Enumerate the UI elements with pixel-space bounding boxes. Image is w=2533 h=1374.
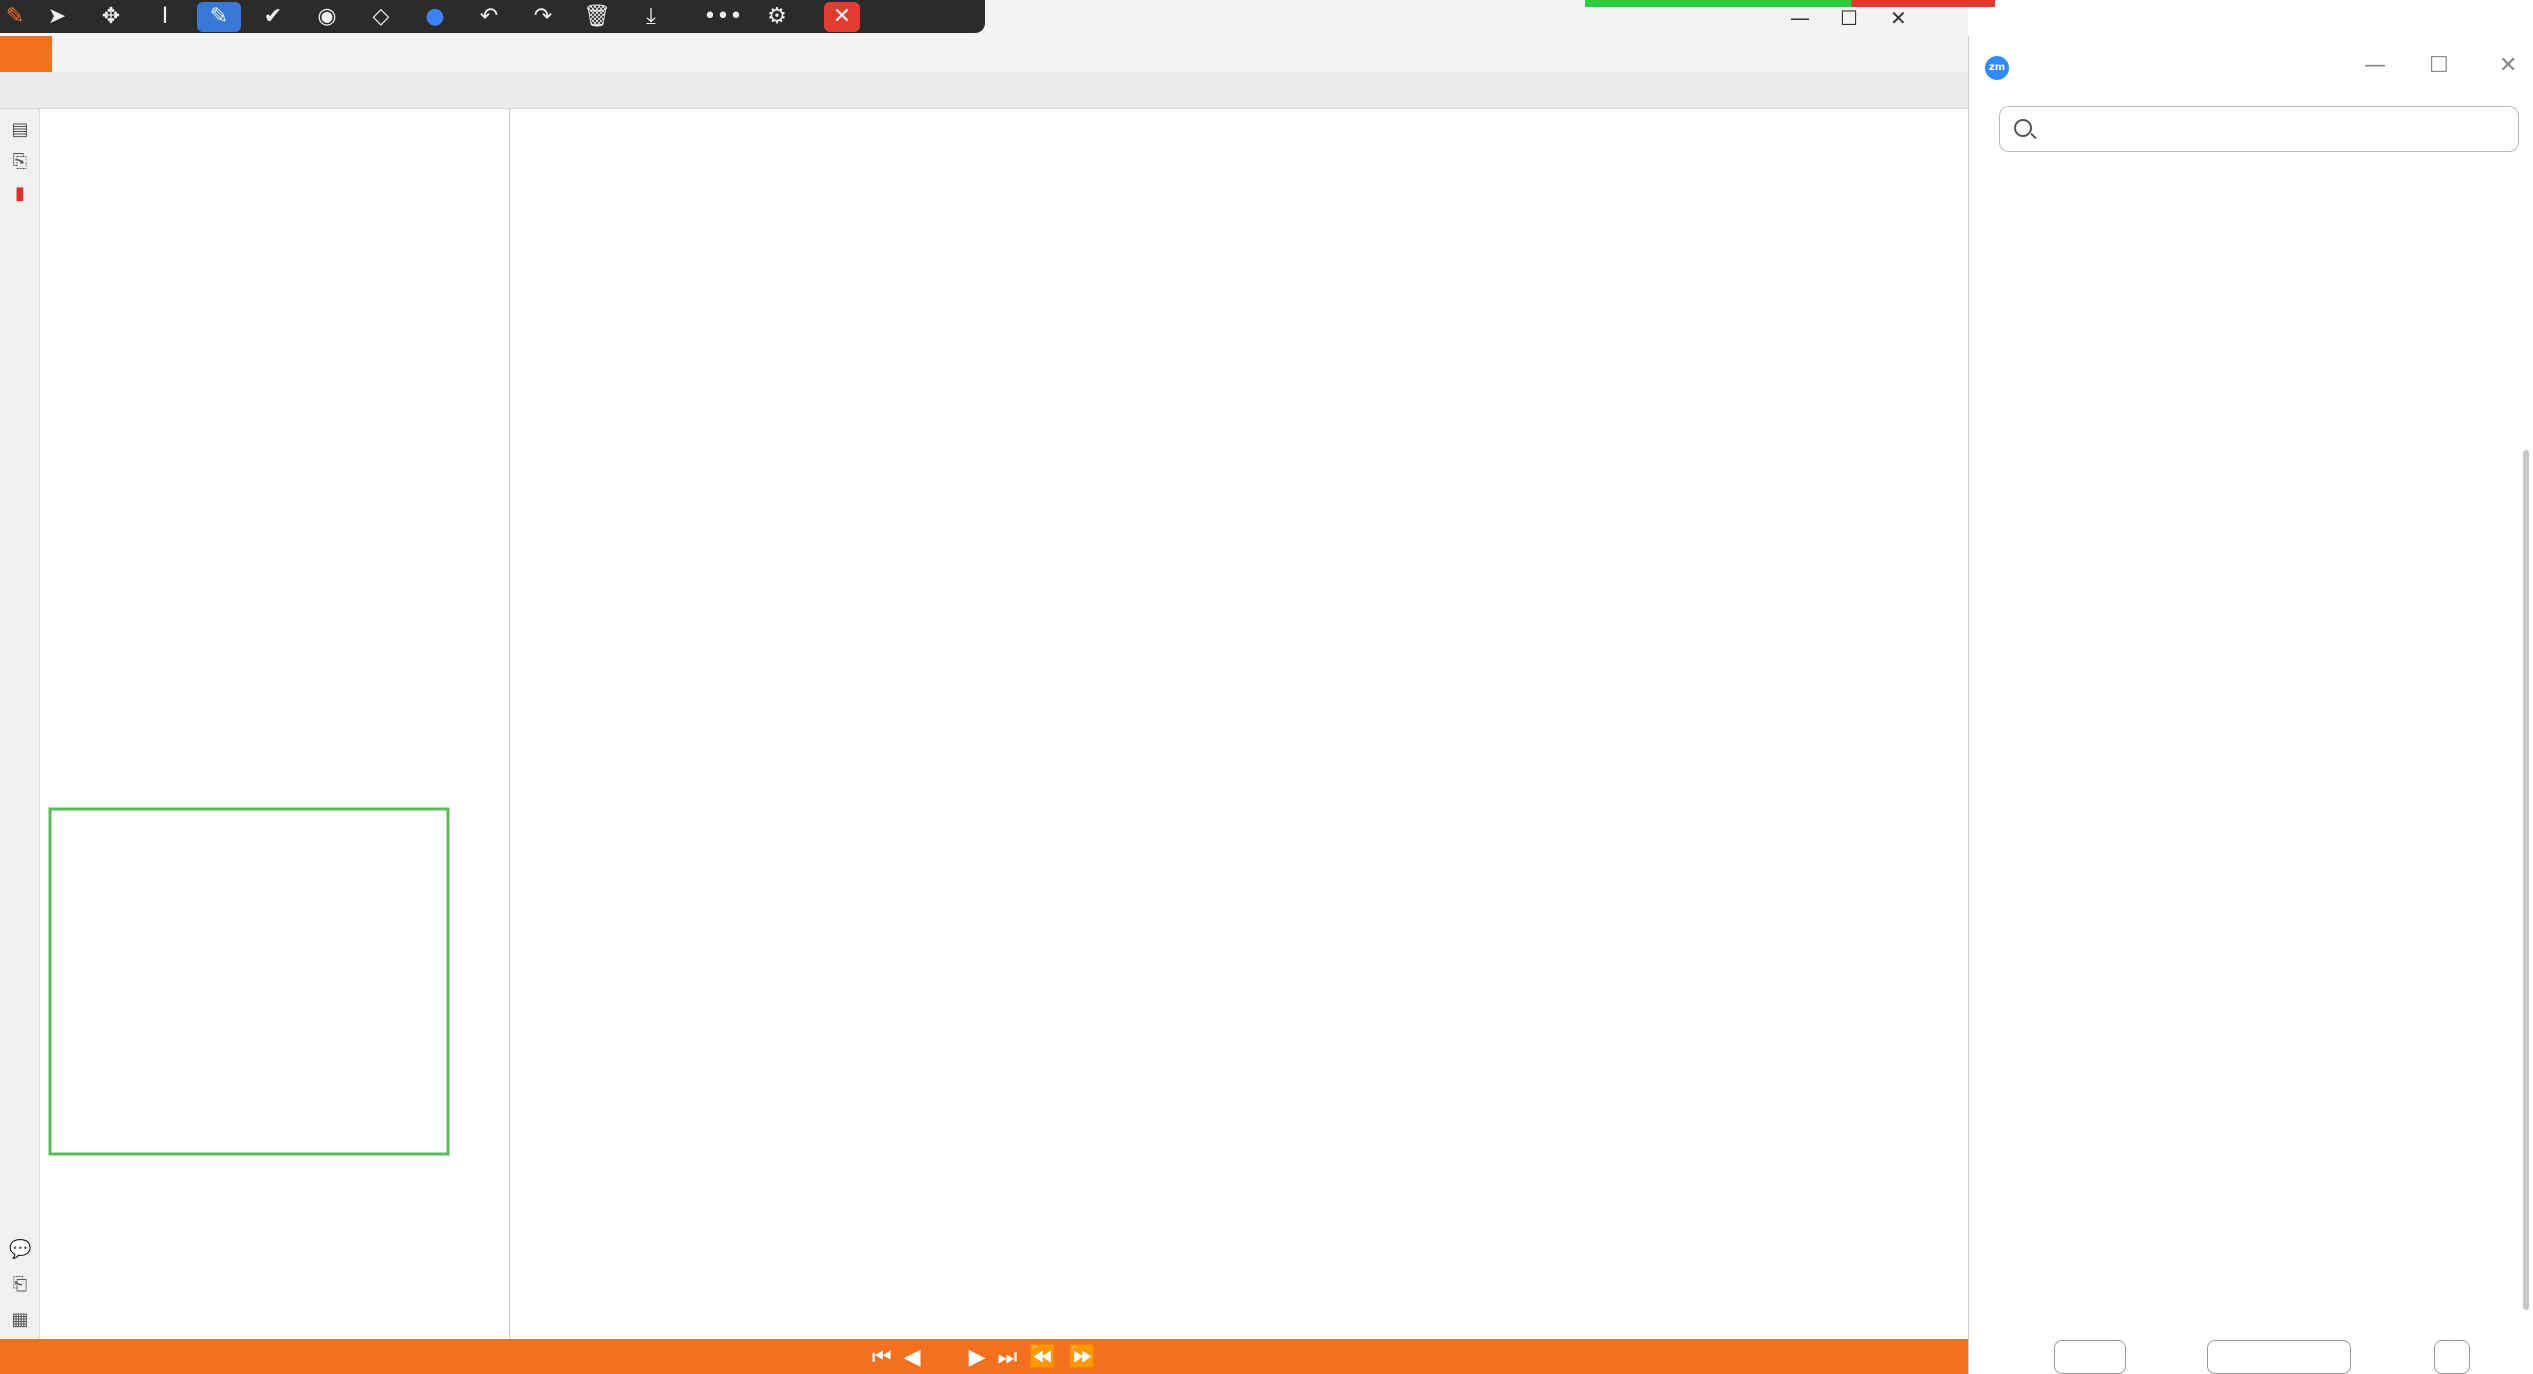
hasse-diagram-partitions bbox=[511, 399, 1968, 719]
handwritten-notes-panel[interactable] bbox=[40, 109, 510, 1339]
attachments-icon[interactable]: ⎘ bbox=[12, 151, 28, 172]
zoom-logo-icon: zm bbox=[1985, 56, 2009, 80]
participant-search[interactable] bbox=[1999, 106, 2519, 152]
layers-icon[interactable]: ▦ bbox=[11, 1309, 29, 1330]
next-page-icon[interactable]: ▶ bbox=[968, 1343, 986, 1369]
search-icon bbox=[2014, 119, 2032, 137]
next-view-icon[interactable]: ⏩ bbox=[1068, 1343, 1097, 1369]
comments-icon[interactable]: 💬 bbox=[9, 1239, 32, 1260]
page-navigation-bar bbox=[0, 1339, 1968, 1374]
participant-search-input[interactable] bbox=[2040, 115, 2500, 143]
more-icon[interactable]: ••• bbox=[703, 3, 743, 29]
participants-footer bbox=[1969, 1336, 2533, 1374]
ribbon bbox=[0, 36, 1968, 72]
document-tabs bbox=[0, 72, 1968, 109]
move-icon[interactable]: ✥ bbox=[101, 3, 121, 29]
first-page-icon[interactable]: ⏮ bbox=[871, 1343, 892, 1369]
last-page-icon[interactable]: ⏭ bbox=[997, 1343, 1018, 1369]
more-options-button[interactable] bbox=[2434, 1340, 2470, 1374]
hasse-diagram-set-partitions bbox=[511, 879, 1968, 1139]
tab-file[interactable] bbox=[0, 36, 52, 72]
eraser-icon[interactable]: ◇ bbox=[372, 3, 390, 29]
participants-panel bbox=[1968, 36, 2533, 1374]
highlighter-icon[interactable]: ◉ bbox=[317, 3, 337, 29]
pdf-page[interactable] bbox=[511, 109, 1968, 1339]
panel-minimize-icon[interactable]: — bbox=[2364, 53, 2386, 78]
app-logo-icon: ✎ bbox=[5, 3, 25, 29]
save-download-icon[interactable]: ⤓ bbox=[646, 3, 656, 29]
trash-icon[interactable]: 🗑 bbox=[583, 3, 611, 29]
invite-button[interactable] bbox=[2054, 1340, 2126, 1374]
prev-page-icon[interactable]: ◀ bbox=[903, 1343, 921, 1369]
left-sidebar bbox=[0, 109, 40, 1339]
select-arrow-icon[interactable]: ➤ bbox=[47, 3, 67, 29]
undo-icon[interactable]: ↶ bbox=[479, 3, 499, 29]
previous-view-icon[interactable]: ⏪ bbox=[1029, 1343, 1057, 1369]
bookmarks-icon[interactable]: ▮ bbox=[15, 183, 25, 204]
maximize-icon[interactable]: ☐ bbox=[1840, 6, 1858, 30]
color-picker-icon[interactable]: ● bbox=[425, 3, 445, 29]
handwriting-canvas bbox=[40, 109, 510, 1339]
check-icon[interactable]: ✔ bbox=[263, 3, 283, 29]
mute-all-button[interactable] bbox=[2207, 1340, 2351, 1374]
participant-list bbox=[1969, 156, 2533, 1336]
close-icon[interactable]: ✕ bbox=[1890, 6, 1907, 30]
note-box bbox=[50, 809, 448, 1154]
minimize-icon[interactable]: — bbox=[1790, 6, 1810, 30]
panel-maximize-icon[interactable]: ☐ bbox=[2429, 53, 2449, 78]
user-settings-icon[interactable]: ⚙ bbox=[767, 3, 787, 29]
text-cursor-icon[interactable]: Ⅰ bbox=[161, 3, 169, 29]
participants-header bbox=[1969, 36, 2533, 102]
redo-icon[interactable]: ↷ bbox=[533, 3, 553, 29]
panel-close-icon[interactable]: ✕ bbox=[2499, 53, 2518, 78]
close-toolbar-icon[interactable]: ✕ bbox=[824, 2, 860, 32]
title-bar bbox=[0, 0, 1968, 36]
pages-icon[interactable]: ▤ bbox=[11, 119, 29, 140]
floating-annotation-toolbar bbox=[0, 0, 985, 33]
participants-scrollbar[interactable] bbox=[2523, 450, 2529, 1310]
pen-icon[interactable]: ✎ bbox=[197, 2, 241, 32]
files-icon[interactable]: ⎗ bbox=[12, 1274, 28, 1295]
